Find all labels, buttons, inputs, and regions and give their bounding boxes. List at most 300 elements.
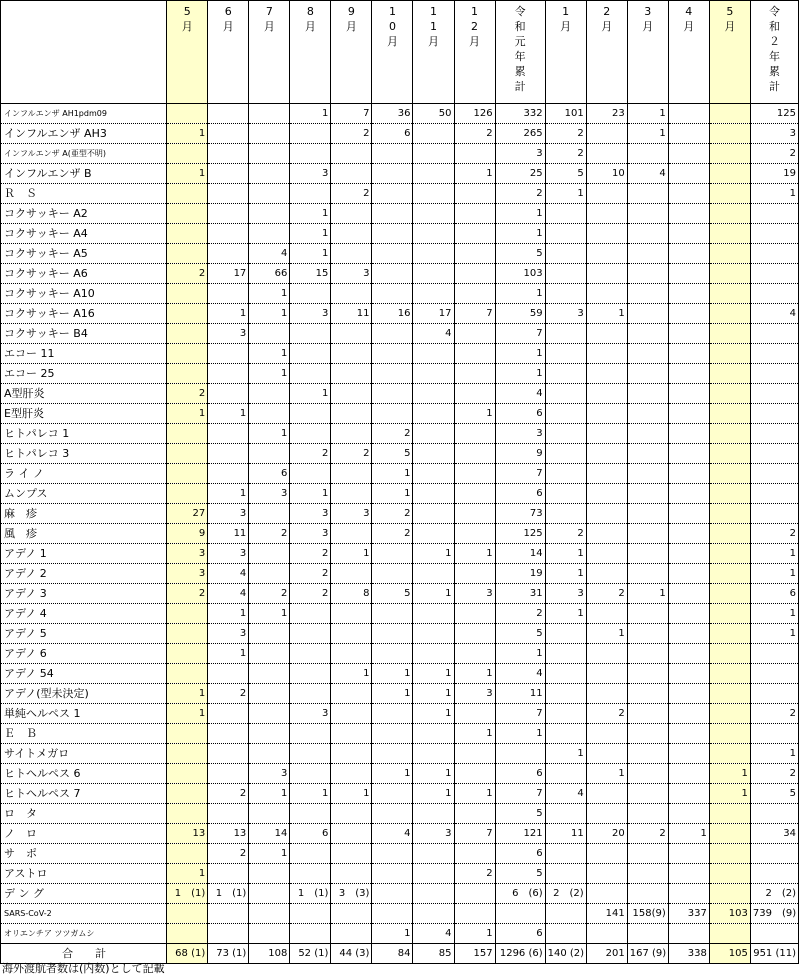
- count-cell: 2: [167, 384, 208, 404]
- count-cell: 4: [750, 304, 798, 324]
- count-cell: 332: [495, 104, 545, 124]
- count-cell: [372, 904, 413, 924]
- count-cell: [208, 664, 249, 684]
- count-cell: [709, 244, 750, 264]
- column-header-label: 2月: [601, 5, 613, 33]
- count-cell: [586, 384, 627, 404]
- count-cell: [167, 464, 208, 484]
- count-cell: [208, 224, 249, 244]
- count-cell: 3: [208, 544, 249, 564]
- virus-name-cell: アデノ 1: [1, 544, 167, 564]
- count-cell: [290, 604, 331, 624]
- count-cell: [413, 744, 454, 764]
- count-cell: [413, 364, 454, 384]
- column-header-label: 11月: [428, 5, 439, 48]
- virus-name-cell: 麻 疹: [1, 504, 167, 524]
- count-cell: [627, 604, 668, 624]
- count-cell: [545, 684, 586, 704]
- table-row: [1, 584, 799, 604]
- count-cell: [668, 404, 709, 424]
- count-cell: 1: [495, 204, 545, 224]
- count-cell: 6: [495, 764, 545, 784]
- count-cell: 1: [413, 684, 454, 704]
- virus-name-cell: ヒトヘルペス 7: [1, 784, 167, 804]
- count-cell: [249, 404, 290, 424]
- count-cell: 1: [372, 484, 413, 504]
- count-cell: [586, 864, 627, 884]
- count-cell: [249, 544, 290, 564]
- count-cell: [586, 664, 627, 684]
- count-cell: 8: [331, 584, 372, 604]
- count-cell: [290, 124, 331, 144]
- count-cell: [586, 284, 627, 304]
- count-cell: [372, 244, 413, 264]
- count-cell: [627, 324, 668, 344]
- count-cell: [413, 624, 454, 644]
- count-cell: [586, 144, 627, 164]
- count-cell: [586, 484, 627, 504]
- count-cell: 2: [249, 524, 290, 544]
- count-cell: 23: [586, 104, 627, 124]
- count-cell: [290, 344, 331, 364]
- count-cell: [331, 464, 372, 484]
- count-cell: [627, 264, 668, 284]
- count-cell: 1 (1): [167, 884, 208, 904]
- count-cell: [750, 404, 798, 424]
- count-cell: [709, 384, 750, 404]
- count-cell: [750, 324, 798, 344]
- count-cell: [627, 644, 668, 664]
- count-cell: 3: [208, 624, 249, 644]
- count-cell: [331, 364, 372, 384]
- count-cell: 1: [372, 924, 413, 944]
- count-cell: 1: [208, 604, 249, 624]
- table-row: [1, 764, 799, 784]
- count-cell: [290, 184, 331, 204]
- count-cell: [413, 244, 454, 264]
- count-cell: [208, 144, 249, 164]
- count-cell: 167 (9): [627, 944, 668, 964]
- column-header-label: 10月: [386, 5, 398, 48]
- virus-name-cell: コクサッキー A16: [1, 304, 167, 324]
- count-cell: 1: [495, 224, 545, 244]
- virus-name-cell: 単純ヘルペス 1: [1, 704, 167, 724]
- count-cell: [413, 264, 454, 284]
- count-cell: [627, 704, 668, 724]
- count-cell: 1: [545, 564, 586, 584]
- table-body: [1, 104, 799, 964]
- count-cell: [627, 524, 668, 544]
- count-cell: [454, 624, 495, 644]
- count-cell: [249, 664, 290, 684]
- count-cell: [750, 864, 798, 884]
- count-cell: 265: [495, 124, 545, 144]
- count-cell: [413, 884, 454, 904]
- table-row: [1, 344, 799, 364]
- count-cell: [454, 244, 495, 264]
- count-cell: [668, 884, 709, 904]
- count-cell: [627, 404, 668, 424]
- count-cell: 1: [331, 664, 372, 684]
- count-cell: [372, 884, 413, 904]
- count-cell: 5: [372, 444, 413, 464]
- count-cell: [208, 124, 249, 144]
- count-cell: [545, 264, 586, 284]
- count-cell: [586, 784, 627, 804]
- virus-name-cell: ヒトヘルペス 6: [1, 764, 167, 784]
- count-cell: [372, 804, 413, 824]
- table-row: [1, 424, 799, 444]
- count-cell: [668, 164, 709, 184]
- count-cell: 4: [627, 164, 668, 184]
- count-cell: [586, 744, 627, 764]
- count-cell: [249, 144, 290, 164]
- table-row: [1, 884, 799, 904]
- count-cell: [167, 304, 208, 324]
- virus-name-cell: オリエンチア ツツガムシ: [1, 924, 167, 944]
- virus-name-cell: ヒトパレコ 3: [1, 444, 167, 464]
- count-cell: [668, 784, 709, 804]
- virus-name-cell: アデノ 5: [1, 624, 167, 644]
- count-cell: 1: [208, 484, 249, 504]
- count-cell: [372, 164, 413, 184]
- count-cell: 4: [249, 244, 290, 264]
- count-cell: [627, 784, 668, 804]
- table-row: [1, 744, 799, 764]
- count-cell: 1: [454, 784, 495, 804]
- count-cell: [709, 544, 750, 564]
- count-cell: [167, 344, 208, 364]
- count-cell: [413, 444, 454, 464]
- count-cell: [586, 684, 627, 704]
- table-row: [1, 904, 799, 924]
- table-row: [1, 244, 799, 264]
- count-cell: [627, 544, 668, 564]
- count-cell: [586, 804, 627, 824]
- count-cell: [290, 364, 331, 384]
- corner-cell: [1, 1, 167, 104]
- count-cell: [586, 724, 627, 744]
- count-cell: 6: [495, 924, 545, 944]
- count-cell: [249, 164, 290, 184]
- count-cell: [750, 284, 798, 304]
- column-header: [586, 1, 627, 104]
- count-cell: [454, 884, 495, 904]
- count-cell: [750, 684, 798, 704]
- table-row: [1, 924, 799, 944]
- count-cell: 1: [454, 164, 495, 184]
- count-cell: 1 (1): [290, 884, 331, 904]
- count-cell: 3: [290, 304, 331, 324]
- count-cell: [372, 384, 413, 404]
- count-cell: [413, 124, 454, 144]
- count-cell: [249, 624, 290, 644]
- column-header-label: 令和２年累計: [768, 5, 780, 93]
- count-cell: [709, 424, 750, 444]
- count-cell: 6 (6): [495, 884, 545, 904]
- count-cell: [586, 444, 627, 464]
- count-cell: [372, 644, 413, 664]
- count-cell: [668, 684, 709, 704]
- count-cell: 7: [495, 784, 545, 804]
- virus-name-cell: アデノ 54: [1, 664, 167, 684]
- count-cell: [413, 224, 454, 244]
- count-cell: [331, 224, 372, 244]
- count-cell: [750, 444, 798, 464]
- count-cell: [668, 864, 709, 884]
- count-cell: [627, 564, 668, 584]
- count-cell: [586, 344, 627, 364]
- count-cell: [290, 464, 331, 484]
- count-cell: 85: [413, 944, 454, 964]
- count-cell: [586, 224, 627, 244]
- count-cell: 6: [495, 484, 545, 504]
- count-cell: 1: [750, 564, 798, 584]
- count-cell: [454, 604, 495, 624]
- count-cell: 1: [668, 824, 709, 844]
- count-cell: 1: [413, 584, 454, 604]
- count-cell: [167, 664, 208, 684]
- count-cell: [413, 804, 454, 824]
- count-cell: [290, 844, 331, 864]
- count-cell: [372, 744, 413, 764]
- table-row: [1, 224, 799, 244]
- count-cell: [750, 724, 798, 744]
- count-cell: [709, 484, 750, 504]
- count-cell: [627, 724, 668, 744]
- count-cell: [668, 564, 709, 584]
- count-cell: [249, 724, 290, 744]
- count-cell: 1: [249, 784, 290, 804]
- count-cell: [586, 324, 627, 344]
- table-row: [1, 184, 799, 204]
- count-cell: 2: [545, 524, 586, 544]
- count-cell: 1: [750, 544, 798, 564]
- table-row: [1, 684, 799, 704]
- count-cell: [372, 204, 413, 224]
- count-cell: 1: [495, 644, 545, 664]
- count-cell: [167, 204, 208, 224]
- count-cell: 4: [413, 324, 454, 344]
- count-cell: [750, 924, 798, 944]
- count-cell: [495, 744, 545, 764]
- count-cell: [586, 644, 627, 664]
- count-cell: [249, 924, 290, 944]
- count-cell: [627, 444, 668, 464]
- count-cell: [249, 224, 290, 244]
- count-cell: [208, 904, 249, 924]
- table-row: [1, 264, 799, 284]
- count-cell: 2: [208, 684, 249, 704]
- count-cell: 1: [413, 704, 454, 724]
- count-cell: 1: [167, 704, 208, 724]
- table-row: [1, 564, 799, 584]
- count-cell: 3: [495, 144, 545, 164]
- column-header-label: 5月: [181, 5, 193, 33]
- count-cell: [668, 144, 709, 164]
- count-cell: 1: [495, 344, 545, 364]
- count-cell: 4: [495, 664, 545, 684]
- count-cell: [413, 284, 454, 304]
- count-cell: 1: [545, 544, 586, 564]
- count-cell: [331, 824, 372, 844]
- count-cell: [331, 644, 372, 664]
- count-cell: [413, 144, 454, 164]
- count-cell: [454, 524, 495, 544]
- table-row: [1, 524, 799, 544]
- count-cell: [331, 524, 372, 544]
- count-cell: [413, 564, 454, 584]
- count-cell: 103: [495, 264, 545, 284]
- count-cell: [413, 524, 454, 544]
- count-cell: 2: [750, 144, 798, 164]
- count-cell: [627, 284, 668, 304]
- column-header-label: 4月: [683, 5, 695, 33]
- count-cell: [586, 564, 627, 584]
- count-cell: 1: [249, 304, 290, 324]
- column-header: [249, 1, 290, 104]
- count-cell: [290, 684, 331, 704]
- count-cell: 1: [331, 784, 372, 804]
- count-cell: 1: [290, 244, 331, 264]
- count-cell: [331, 864, 372, 884]
- count-cell: 84: [372, 944, 413, 964]
- count-cell: [331, 724, 372, 744]
- count-cell: [545, 904, 586, 924]
- count-cell: [454, 184, 495, 204]
- count-cell: 126: [454, 104, 495, 124]
- table-row: [1, 644, 799, 664]
- count-cell: [709, 444, 750, 464]
- count-cell: [545, 224, 586, 244]
- count-cell: 101: [545, 104, 586, 124]
- count-cell: 338: [668, 944, 709, 964]
- count-cell: [709, 364, 750, 384]
- count-cell: [454, 504, 495, 524]
- count-cell: 2: [331, 444, 372, 464]
- count-cell: [208, 284, 249, 304]
- count-cell: [709, 804, 750, 824]
- count-cell: [750, 644, 798, 664]
- count-cell: [290, 324, 331, 344]
- count-cell: 6: [372, 124, 413, 144]
- count-cell: [627, 844, 668, 864]
- count-cell: [668, 844, 709, 864]
- count-cell: [668, 384, 709, 404]
- count-cell: [454, 344, 495, 364]
- count-cell: 4: [413, 924, 454, 944]
- count-cell: [709, 624, 750, 644]
- count-cell: [454, 764, 495, 784]
- count-cell: 6: [495, 844, 545, 864]
- count-cell: [331, 704, 372, 724]
- count-cell: [750, 484, 798, 504]
- count-cell: 2: [586, 704, 627, 724]
- count-cell: 7: [495, 324, 545, 344]
- count-cell: [709, 924, 750, 944]
- count-cell: 19: [495, 564, 545, 584]
- count-cell: 2: [331, 184, 372, 204]
- count-cell: [668, 224, 709, 244]
- count-cell: 3: [545, 584, 586, 604]
- count-cell: 9: [167, 524, 208, 544]
- count-cell: [545, 864, 586, 884]
- count-cell: 5: [495, 244, 545, 264]
- count-cell: 15: [290, 264, 331, 284]
- count-cell: 14: [495, 544, 545, 564]
- count-cell: [290, 424, 331, 444]
- table-row: [1, 164, 799, 184]
- count-cell: [208, 384, 249, 404]
- count-cell: [331, 904, 372, 924]
- virus-name-cell: E型肝炎: [1, 404, 167, 424]
- count-cell: [586, 124, 627, 144]
- count-cell: 2: [495, 184, 545, 204]
- count-cell: [709, 184, 750, 204]
- table-row: [1, 784, 799, 804]
- count-cell: 1296 (6): [495, 944, 545, 964]
- count-cell: 6: [249, 464, 290, 484]
- count-cell: 16: [372, 304, 413, 324]
- virus-name-cell: ムンプス: [1, 484, 167, 504]
- count-cell: 5: [495, 624, 545, 644]
- count-cell: 3: [290, 164, 331, 184]
- virus-name-cell: アデノ 3: [1, 584, 167, 604]
- count-cell: 3: [167, 564, 208, 584]
- count-cell: [167, 744, 208, 764]
- column-header: [668, 1, 709, 104]
- table-row: [1, 664, 799, 684]
- count-cell: [331, 624, 372, 644]
- table-row: [1, 844, 799, 864]
- table-row: [1, 604, 799, 624]
- count-cell: 121: [495, 824, 545, 844]
- count-cell: 6: [750, 584, 798, 604]
- count-cell: [331, 144, 372, 164]
- column-header: [331, 1, 372, 104]
- virus-name-cell: エコー 25: [1, 364, 167, 384]
- virus-name-cell: エコー 11: [1, 344, 167, 364]
- count-cell: [586, 264, 627, 284]
- count-cell: [750, 204, 798, 224]
- count-cell: 52 (1): [290, 944, 331, 964]
- count-cell: 5: [495, 864, 545, 884]
- count-cell: [413, 384, 454, 404]
- count-cell: 2: [495, 604, 545, 624]
- count-cell: [331, 604, 372, 624]
- column-header-label: 3月: [642, 5, 654, 33]
- count-cell: 2: [372, 504, 413, 524]
- virus-name-cell: 風 疹: [1, 524, 167, 544]
- count-cell: 1: [167, 164, 208, 184]
- count-cell: [454, 804, 495, 824]
- count-cell: 3: [290, 524, 331, 544]
- count-cell: [208, 344, 249, 364]
- count-cell: [372, 864, 413, 884]
- count-cell: [668, 584, 709, 604]
- count-cell: 1: [750, 624, 798, 644]
- count-cell: 11: [331, 304, 372, 324]
- count-cell: [627, 804, 668, 824]
- count-cell: 2: [290, 544, 331, 564]
- table-row: [1, 124, 799, 144]
- count-cell: [208, 804, 249, 824]
- count-cell: 1: [709, 764, 750, 784]
- count-cell: [208, 744, 249, 764]
- count-cell: [249, 504, 290, 524]
- count-cell: [668, 704, 709, 724]
- table-row: [1, 104, 799, 124]
